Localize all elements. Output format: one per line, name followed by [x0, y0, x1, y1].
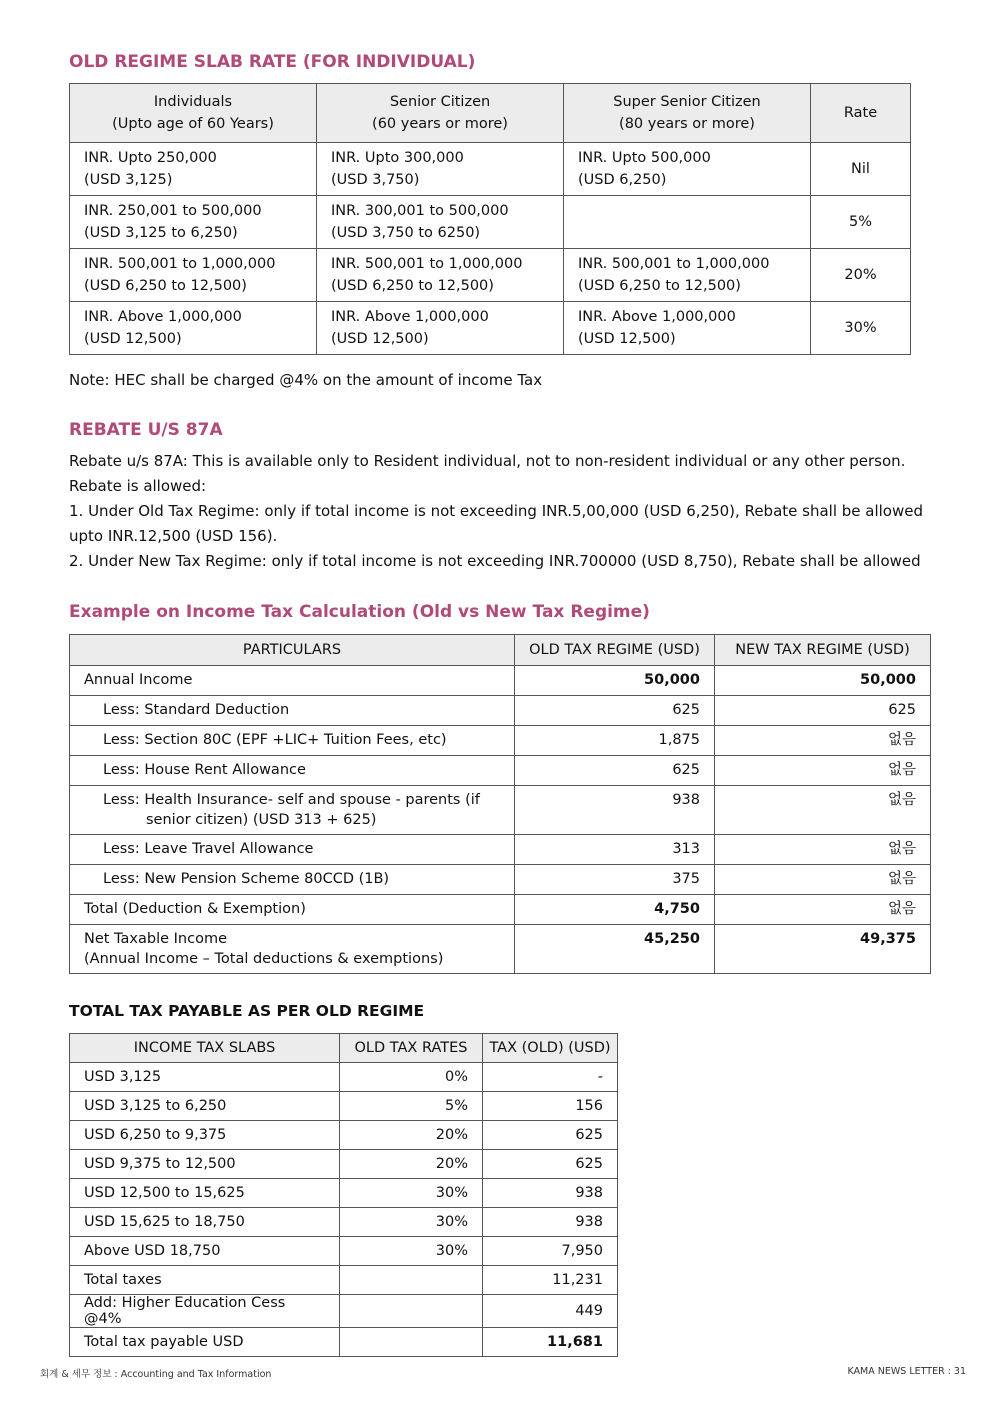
col-particulars: PARTICULARS	[70, 635, 515, 666]
old-regime-value: 313	[515, 835, 715, 865]
col-old-regime: OLD TAX REGIME (USD)	[515, 635, 715, 666]
slab-rate: 20%	[811, 249, 911, 302]
tax-slab-rate: 20%	[340, 1121, 483, 1150]
tax-slab-rate: 30%	[340, 1208, 483, 1237]
particulars-row	[70, 666, 931, 696]
col-rate: Rate	[811, 84, 911, 143]
col-super-senior-citizen: Super Senior Citizen (80 years or more)	[564, 84, 811, 143]
tax-slab-row	[70, 1179, 618, 1208]
hec-note: Note: HEC shall be charged @4% on the amount of income Tax	[69, 371, 543, 389]
new-regime-value: 없음	[715, 756, 931, 786]
tax-slab-row	[70, 1295, 618, 1328]
particulars-label: Less: New Pension Scheme 80CCD (1B)	[70, 865, 515, 895]
tax-comparison-table	[69, 634, 931, 974]
tax-slab-rate	[340, 1328, 483, 1357]
tax-slab-amount: 11,231	[483, 1266, 618, 1295]
rebate-line: 2. Under New Tax Regime: only if total income is not exceeding INR.700000 (USD 8,750), Rebate shall be allowed	[69, 552, 921, 570]
col-senior-citizen: Senior Citizen (60 years or more)	[317, 84, 564, 143]
tax-slab-label: USD 9,375 to 12,500	[70, 1150, 340, 1179]
tax-slab-rate: 30%	[340, 1237, 483, 1266]
particulars-label: Less: Standard Deduction	[70, 696, 515, 726]
tax-slab-rate	[340, 1295, 483, 1328]
tax-slab-row	[70, 1092, 618, 1121]
tax-slab-amount: 156	[483, 1092, 618, 1121]
particulars-label: Less: Leave Travel Allowance	[70, 835, 515, 865]
col-new-regime: NEW TAX REGIME (USD)	[715, 635, 931, 666]
tax-slab-rate	[340, 1266, 483, 1295]
slab-cell: INR. Above 1,000,000 (USD 12,500)	[70, 302, 317, 355]
tax-slab-amount: -	[483, 1063, 618, 1092]
new-regime-value: 없음	[715, 726, 931, 756]
rebate-line: 1. Under Old Tax Regime: only if total income is not exceeding INR.5,00,000 (USD 6,250), Rebate shall be allowed	[69, 502, 923, 520]
particulars-row	[70, 835, 931, 865]
slab-cell: INR. 250,001 to 500,000 (USD 3,125 to 6,250)	[70, 196, 317, 249]
total-tax-heading: TOTAL TAX PAYABLE AS PER OLD REGIME	[69, 1002, 425, 1020]
tax-slab-label: USD 6,250 to 9,375	[70, 1121, 340, 1150]
example-heading: Example on Income Tax Calculation (Old vs New Tax Regime)	[69, 602, 650, 622]
slab-row	[70, 196, 911, 249]
tax-slab-label: Total taxes	[70, 1266, 340, 1295]
slab-rate: 5%	[811, 196, 911, 249]
tax-slab-rate: 5%	[340, 1092, 483, 1121]
slab-row	[70, 302, 911, 355]
tax-slab-amount: 625	[483, 1121, 618, 1150]
new-regime-value: 50,000	[715, 666, 931, 696]
tax-slab-label: Add: Higher Education Cess @4%	[70, 1295, 340, 1328]
rebate-paragraph	[69, 449, 923, 574]
footer-page-label: KAMA NEWS LETTER : 31	[847, 1366, 966, 1377]
tax-slab-amount: 625	[483, 1150, 618, 1179]
particulars-label: Net Taxable Income (Annual Income – Total deductions & exemptions)	[70, 925, 515, 974]
tax-slab-label: USD 3,125 to 6,250	[70, 1092, 340, 1121]
rebate-line: Rebate is allowed:	[69, 477, 207, 495]
slab-cell: INR. Upto 250,000 (USD 3,125)	[70, 143, 317, 196]
old-regime-tax-table	[69, 1033, 618, 1357]
new-regime-value: 49,375	[715, 925, 931, 974]
rebate-line: Rebate u/s 87A: This is available only to Resident individual, not to non-resident individual or any other person.	[69, 452, 906, 470]
tax-slab-label: Total tax payable USD	[70, 1328, 340, 1357]
particulars-row	[70, 756, 931, 786]
slab-cell: INR. Upto 500,000 (USD 6,250)	[564, 143, 811, 196]
tax-slab-row	[70, 1328, 618, 1357]
col-tax-old: TAX (OLD) (USD)	[483, 1034, 618, 1063]
slab-cell: INR. 500,001 to 1,000,000 (USD 6,250 to 12,500)	[317, 249, 564, 302]
old-regime-value: 45,250	[515, 925, 715, 974]
slab-cell: INR. 500,001 to 1,000,000 (USD 6,250 to 12,500)	[564, 249, 811, 302]
slab-cell: INR. 500,001 to 1,000,000 (USD 6,250 to 12,500)	[70, 249, 317, 302]
tax-slab-label: USD 3,125	[70, 1063, 340, 1092]
tax-slab-label: Above USD 18,750	[70, 1237, 340, 1266]
slab-rate: Nil	[811, 143, 911, 196]
slab-row	[70, 249, 911, 302]
slab-cell: INR. Upto 300,000 (USD 3,750)	[317, 143, 564, 196]
tax-slab-amount: 938	[483, 1179, 618, 1208]
new-regime-value: 없음	[715, 786, 931, 835]
new-regime-value: 625	[715, 696, 931, 726]
tax-slab-row	[70, 1121, 618, 1150]
old-regime-value: 375	[515, 865, 715, 895]
slab-rate-table	[69, 83, 911, 355]
old-regime-value: 1,875	[515, 726, 715, 756]
tax-slab-rate: 30%	[340, 1179, 483, 1208]
particulars-row	[70, 726, 931, 756]
particulars-label: Annual Income	[70, 666, 515, 696]
new-regime-value: 없음	[715, 865, 931, 895]
old-regime-value: 4,750	[515, 895, 715, 925]
tax-slab-rate: 20%	[340, 1150, 483, 1179]
particulars-row	[70, 865, 931, 895]
tax-slab-amount: 11,681	[483, 1328, 618, 1357]
rebate-line: upto INR.12,500 (USD 156).	[69, 527, 278, 545]
new-regime-value: 없음	[715, 895, 931, 925]
footer-section-label: 회계 & 세무 정보 : Accounting and Tax Information	[40, 1369, 272, 1380]
old-regime-value: 625	[515, 696, 715, 726]
tax-slab-amount: 7,950	[483, 1237, 618, 1266]
old-regime-value: 938	[515, 786, 715, 835]
slab-cell: INR. Above 1,000,000 (USD 12,500)	[564, 302, 811, 355]
particulars-row	[70, 696, 931, 726]
particulars-label: Less: House Rent Allowance	[70, 756, 515, 786]
slab-row	[70, 143, 911, 196]
tax-slab-row	[70, 1266, 618, 1295]
slab-rate-heading: OLD REGIME SLAB RATE (FOR INDIVIDUAL)	[69, 52, 476, 72]
new-regime-value: 없음	[715, 835, 931, 865]
tax-slab-label: USD 12,500 to 15,625	[70, 1179, 340, 1208]
particulars-row	[70, 786, 931, 835]
slab-rate: 30%	[811, 302, 911, 355]
particulars-row	[70, 895, 931, 925]
tax-slab-row	[70, 1208, 618, 1237]
old-regime-value: 50,000	[515, 666, 715, 696]
tax-slab-amount: 938	[483, 1208, 618, 1237]
slab-cell: INR. Above 1,000,000 (USD 12,500)	[317, 302, 564, 355]
col-old-tax-rates: OLD TAX RATES	[340, 1034, 483, 1063]
tax-slab-row	[70, 1237, 618, 1266]
particulars-label: Less: Section 80C (EPF +LIC+ Tuition Fees, etc)	[70, 726, 515, 756]
tax-slab-row	[70, 1150, 618, 1179]
old-regime-value: 625	[515, 756, 715, 786]
col-income-tax-slabs: INCOME TAX SLABS	[70, 1034, 340, 1063]
tax-slab-amount: 449	[483, 1295, 618, 1328]
tax-slab-label: USD 15,625 to 18,750	[70, 1208, 340, 1237]
col-individuals: Individuals (Upto age of 60 Years)	[70, 84, 317, 143]
slab-cell	[564, 196, 811, 249]
rebate-heading: REBATE U/S 87A	[69, 420, 223, 440]
tax-slab-row	[70, 1063, 618, 1092]
particulars-row	[70, 925, 931, 974]
particulars-label: Less: Health Insurance- self and spouse - parents (if senior citizen) (USD 313 + 625)	[70, 786, 515, 835]
slab-cell: INR. 300,001 to 500,000 (USD 3,750 to 6250)	[317, 196, 564, 249]
particulars-label: Total (Deduction & Exemption)	[70, 895, 515, 925]
tax-slab-rate: 0%	[340, 1063, 483, 1092]
